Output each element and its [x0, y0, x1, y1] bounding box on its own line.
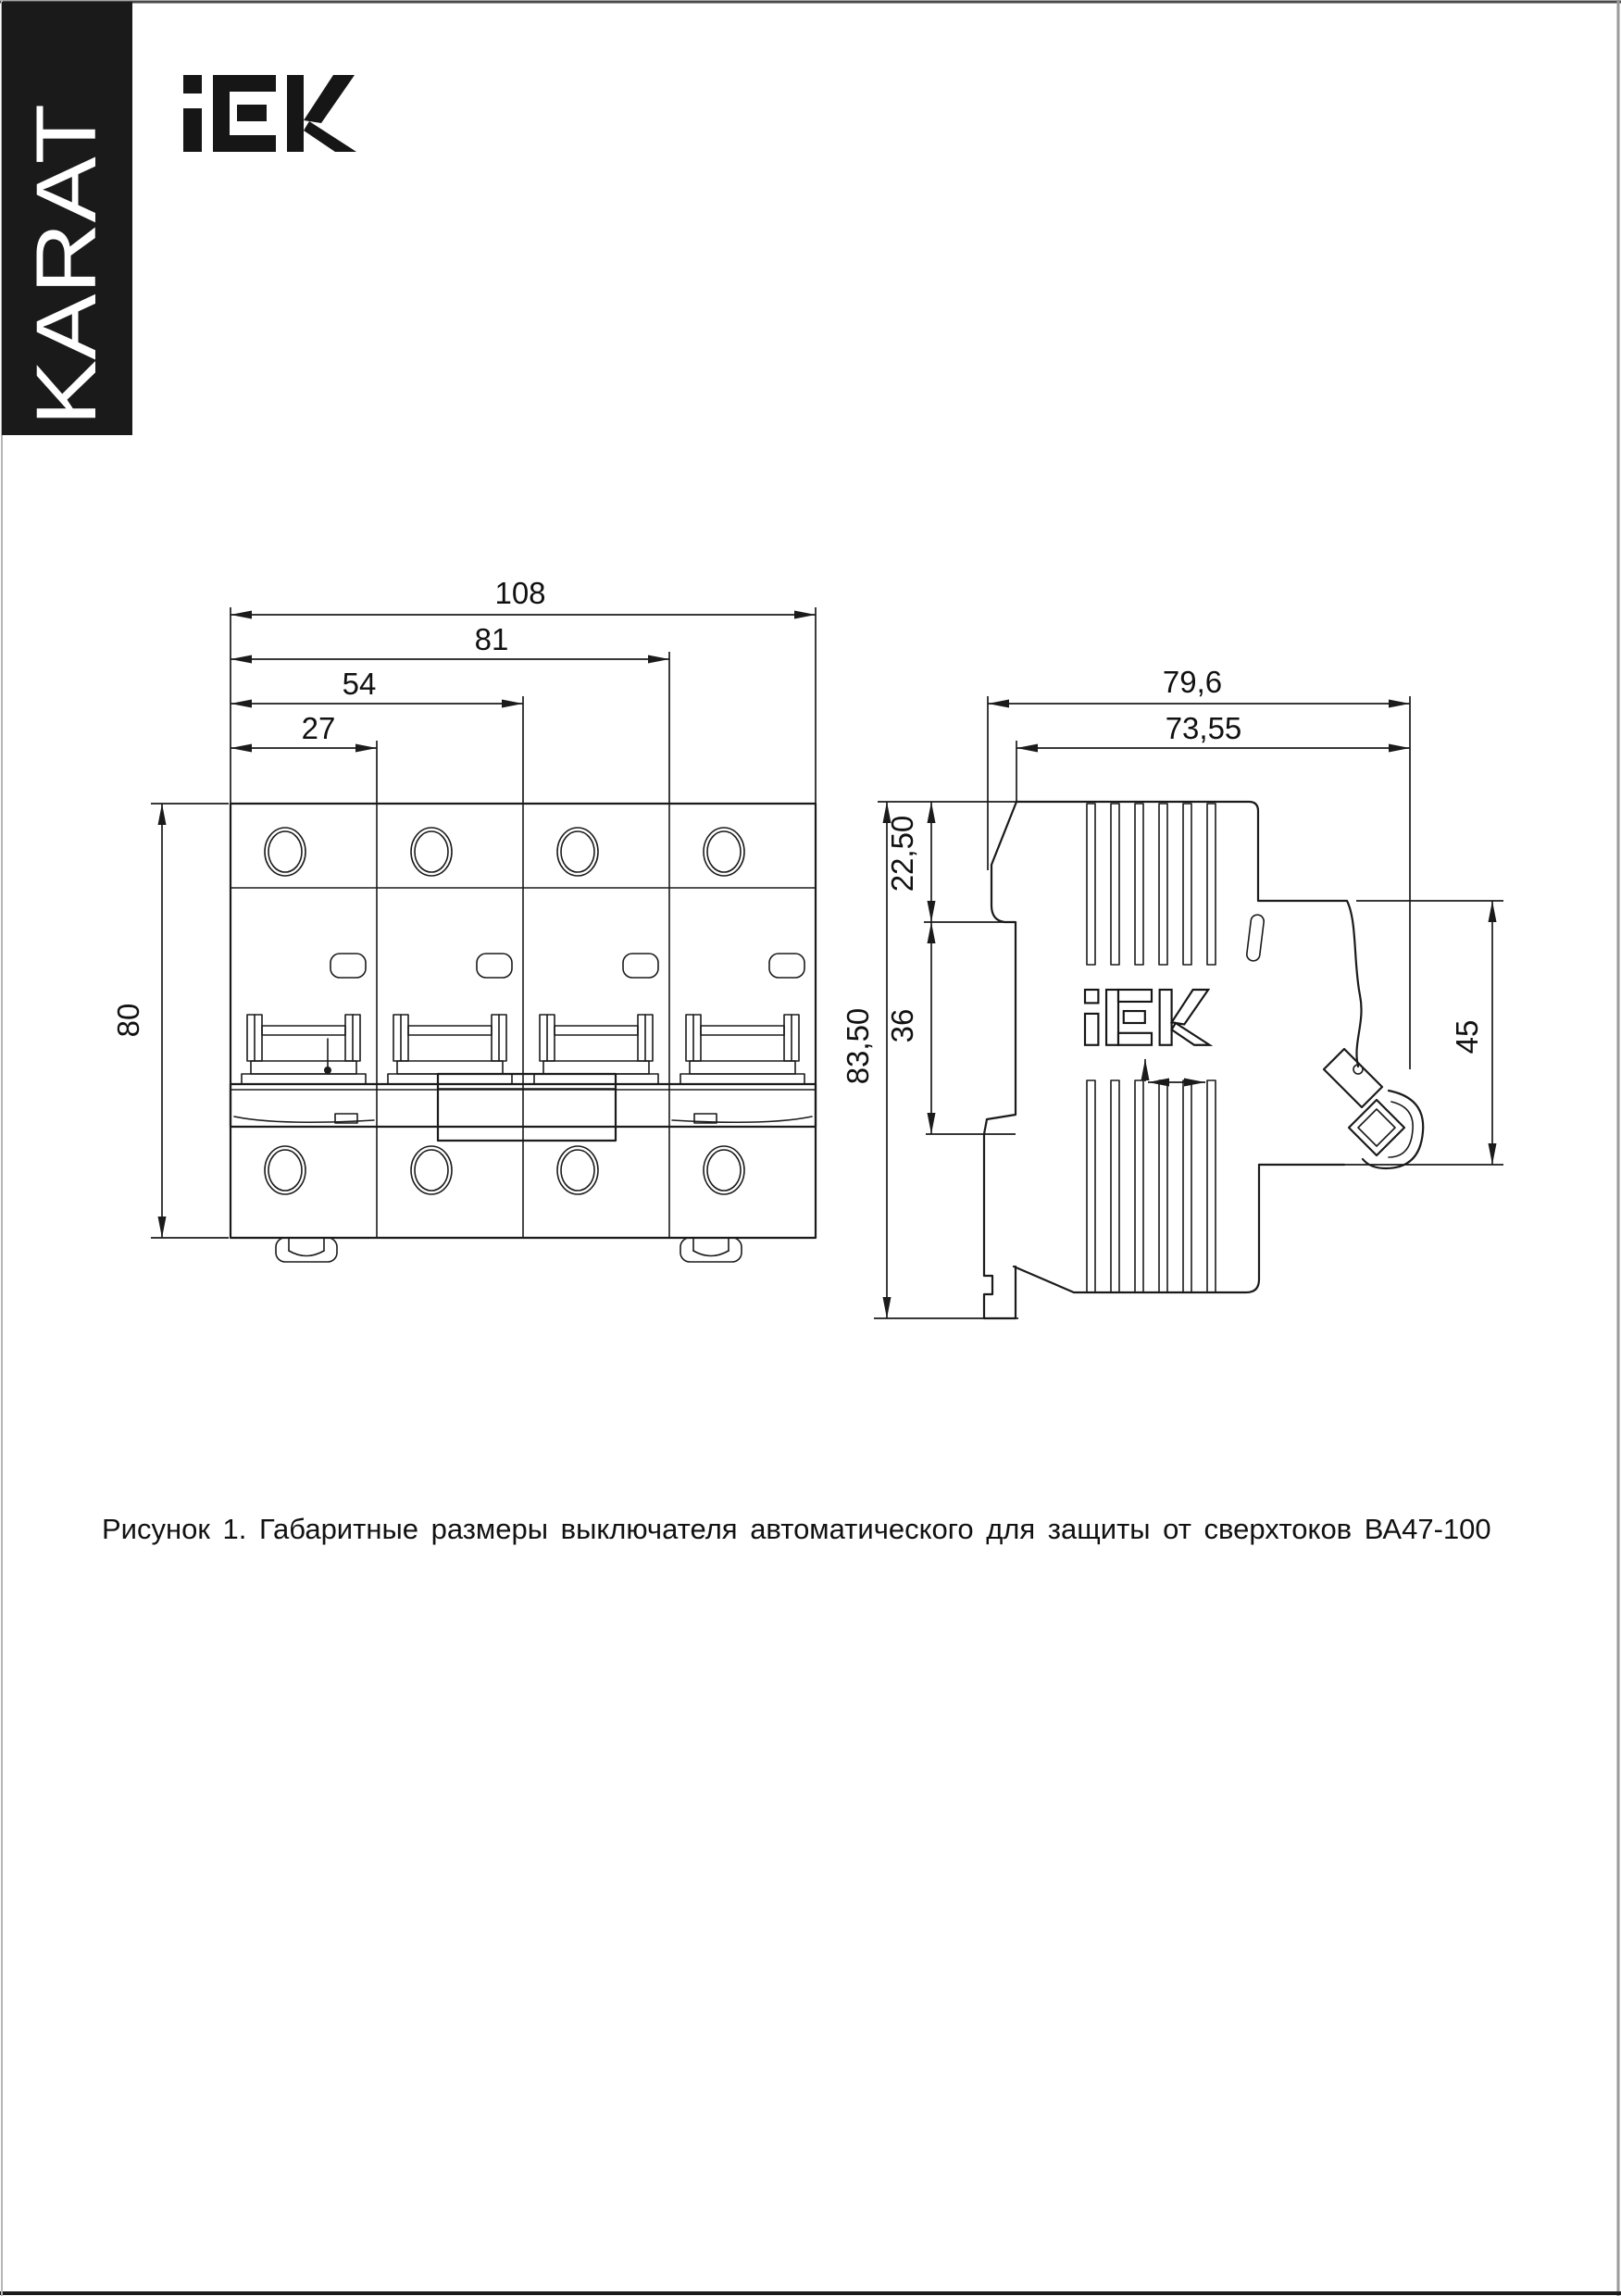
dim-label-81: 81 — [474, 622, 509, 656]
front-din-clips — [276, 1238, 742, 1262]
dim-label-36: 36 — [885, 1008, 919, 1043]
dim-label-73-55: 73,55 — [1165, 711, 1242, 745]
dim-label-80: 80 — [111, 1003, 145, 1038]
dim-label-83-50: 83,50 — [841, 1007, 875, 1085]
bottom-terminal-screws — [265, 1146, 744, 1194]
front-view-drawing — [111, 576, 816, 1262]
dim-label-79-6: 79,6 — [1162, 665, 1223, 699]
detail-arrows — [1145, 1059, 1205, 1082]
breaker-side-body — [1016, 802, 1362, 1067]
side-view-drawing — [841, 665, 1503, 1318]
iek-embossed-logo — [1085, 990, 1210, 1045]
dim-label-45: 45 — [1450, 1019, 1484, 1054]
indicator-windows — [330, 954, 804, 978]
terminal-screw-clamp — [1324, 1049, 1423, 1168]
banner-title: KARAT — [19, 148, 114, 426]
vent-slots-lower — [1087, 1080, 1216, 1292]
karat-banner — [2, 2, 132, 435]
dim-label-22-50: 22,50 — [885, 815, 919, 892]
top-terminal-screws — [265, 828, 744, 876]
dim-label-27: 27 — [301, 711, 336, 745]
dim-label-54: 54 — [342, 667, 377, 701]
iek-logo — [183, 75, 356, 152]
finger-notch — [1246, 914, 1265, 961]
figure-caption: Рисунок 1. Габаритные размеры выключателя автоматического для защиты от сверхтоков ВА47-100 — [102, 1513, 1491, 1545]
dim-label-108: 108 — [494, 576, 546, 610]
vent-slots-upper — [1087, 804, 1216, 965]
front-view-dimensions — [111, 576, 816, 1238]
